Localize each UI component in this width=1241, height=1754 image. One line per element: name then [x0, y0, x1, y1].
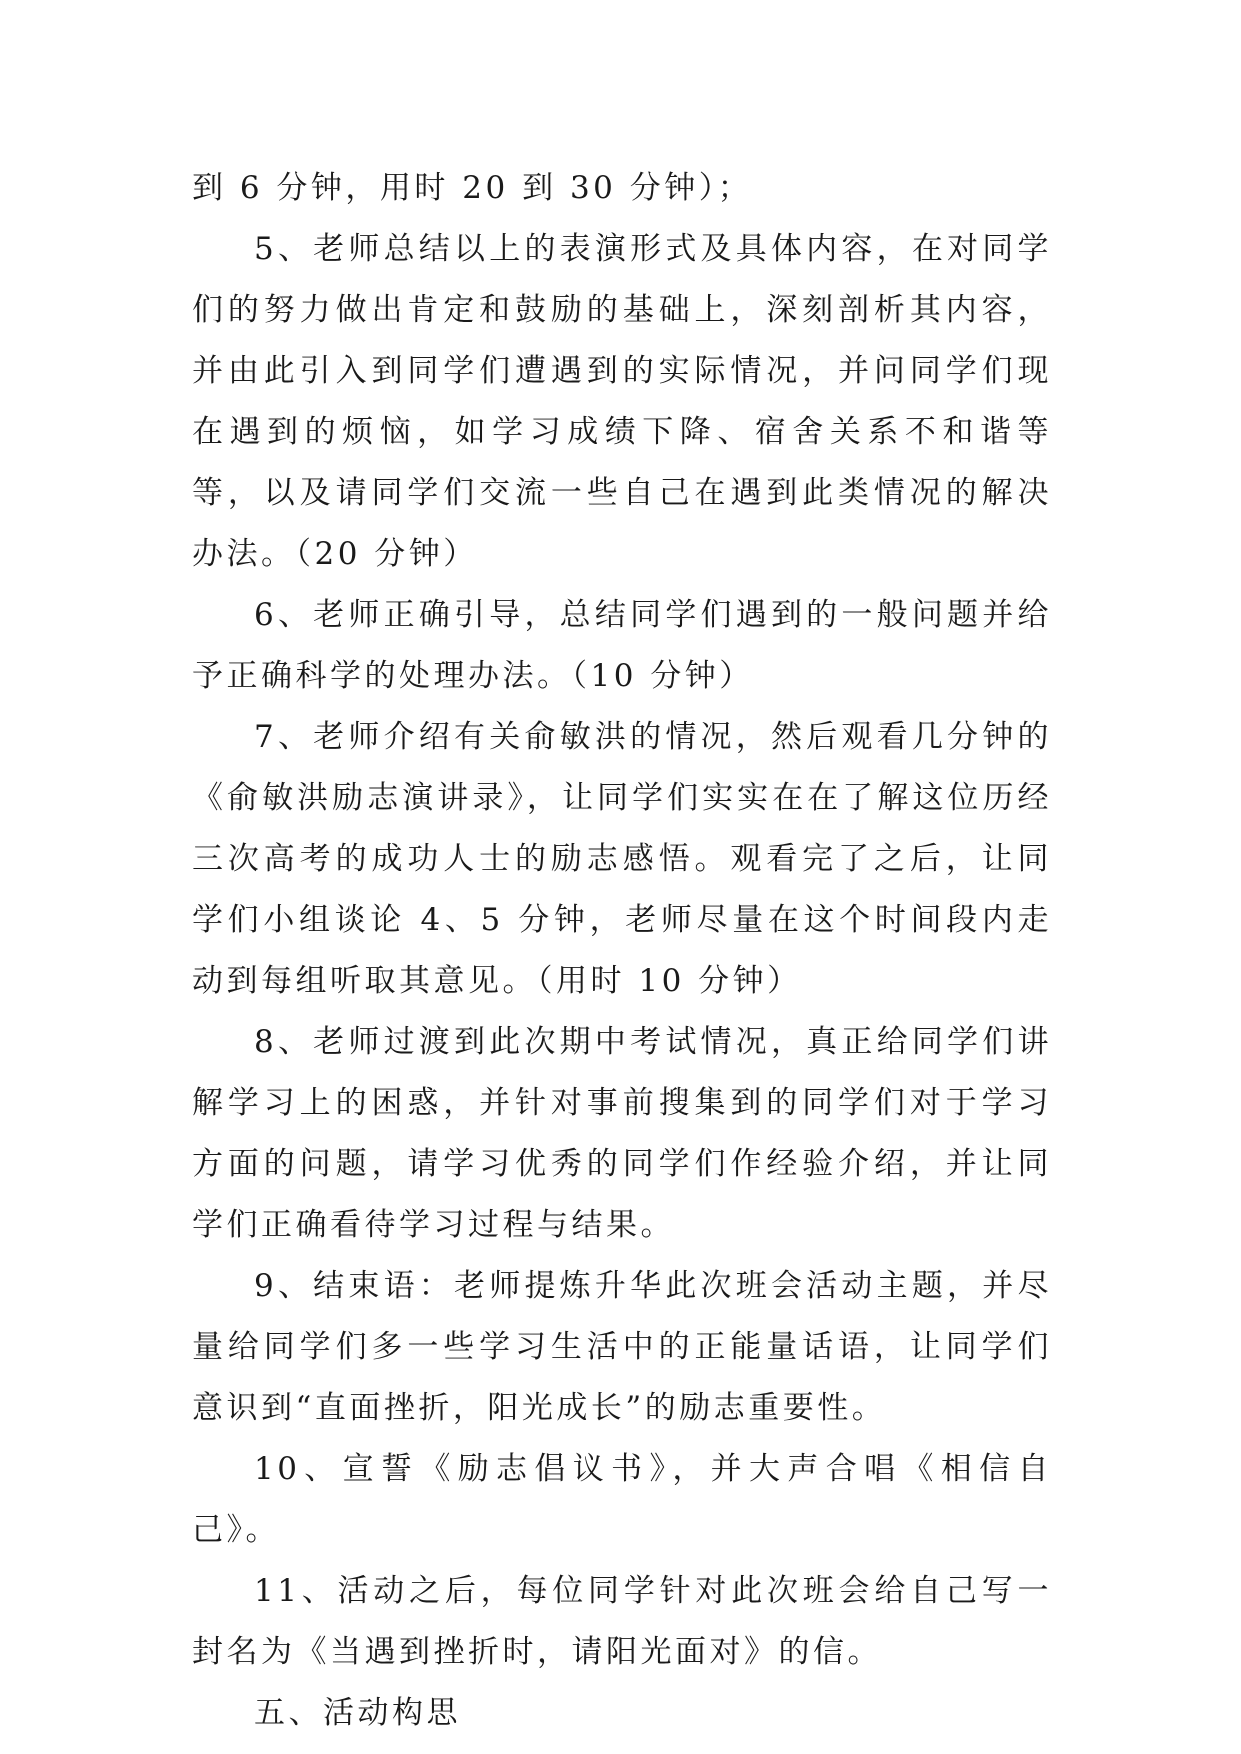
paragraph-step-11: 11、活动之后，每位同学针对此次班会给自己写一封名为《当遇到挫折时，请阳光面对》的信。 [192, 1573, 1052, 1670]
paragraph-step-8: 8、老师过渡到此次期中考试情况，真正给同学们讲解学习上的困惑，并针对事前搜集到的同学们对于学习方面的问题，请学习优秀的同学们作经验介绍，并让同学们正确看待学习过程与结果。 [192, 1024, 1052, 1243]
paragraph-step-9: 9、结束语：老师提炼升华此次班会活动主题，并尽量给同学们多一些学习生活中的正能量话语，让同学们意识到“直面挫折，阳光成长”的励志重要性。 [192, 1268, 1052, 1426]
paragraph-step-7: 7、老师介绍有关俞敏洪的情况，然后观看几分钟的《俞敏洪励志演讲录》，让同学们实实在在了解这位历经三次高考的成功人士的励志感悟。观看完了之后，让同学们小组谈论 4、5 分钟，老师尽量在这个时间段内走动到每组听取其意见。（用时 10 分钟） [192, 719, 1052, 999]
paragraph-step-10: 10、宣誓《励志倡议书》，并大声合唱《相信自己》。 [192, 1451, 1052, 1548]
paragraph-step-5: 5、老师总结以上的表演形式及具体内容，在对同学们的努力做出肯定和鼓励的基础上，深刻剖析其内容，并由此引入到同学们遭遇到的实际情况，并问同学们现在遇到的烦恼，如学习成绩下降、宿舍关系不和谐等等，以及请同学们交流一些自己在遇到此类情况的解决办法。（20 分钟） [192, 231, 1052, 572]
paragraph-continuation: 到 6 分钟，用时 20 到 30 分钟）； [192, 170, 753, 206]
section-heading-activity-concept: 五、活动构思 [254, 1695, 461, 1731]
paragraph-step-6: 6、老师正确引导，总结同学们遇到的一般问题并给予正确科学的处理办法。（10 分钟） [192, 597, 1052, 694]
document-body [192, 158, 1052, 1744]
